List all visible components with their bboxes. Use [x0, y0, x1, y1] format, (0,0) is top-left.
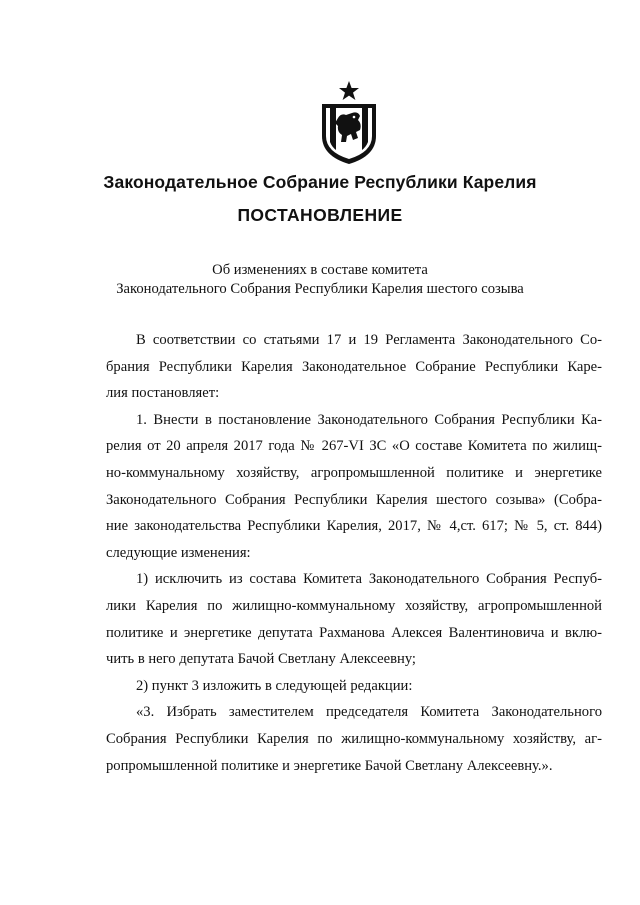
- text-line: В соответствии со статьями 17 и 19 Регламента Законодательного Со-: [136, 332, 602, 348]
- subject-line: Законодательного Собрания Республики Карелия шестого созыва: [116, 281, 524, 297]
- text-line: политике и энергетике депутата Рахманова Алексея Валентиновича и вклю-: [106, 624, 602, 641]
- text-line: лики Карелия по жилищно-коммунальному хозяйству, агропромышленной: [106, 597, 602, 614]
- text-line: Законодательного Собрания Республики Карелия шестого созыва» (Собра-: [106, 491, 602, 508]
- document-subject: [80, 261, 560, 299]
- text-line: Собрания Республики Карелия по жилищно-коммунальному хозяйству, аг-: [106, 730, 602, 747]
- document-type-heading: ПОСТАНОВЛЕНИЕ: [237, 205, 403, 225]
- text-line: ропромышленной политике и энергетике Бачой Светлану Алексеевну.».: [106, 757, 553, 774]
- paragraph-subitem-2: [106, 673, 602, 700]
- karelia-coat-of-arms-icon: [316, 80, 382, 166]
- text-line: лия постановляет:: [106, 385, 220, 402]
- text-line: «3. Избрать заместителем председателя Комитета Законодательного: [136, 704, 602, 721]
- organization-title: Законодательное Собрание Республики Карелия: [103, 172, 537, 192]
- document-body: [106, 327, 602, 779]
- text-line: следующие изменения:: [106, 544, 251, 561]
- paragraph-preamble: [106, 327, 602, 407]
- text-line: 2) пункт 3 изложить в следующей редакции:: [136, 677, 413, 694]
- text-line: но-коммунальному хозяйству, агропромышленной политике и энергетике: [106, 464, 602, 481]
- text-line: чить в него депутата Бачой Светлану Алексеевну;: [106, 651, 416, 668]
- text-line: ние законодательства Республики Карелия, 2017, № 4,ст. 617; № 5, ст. 844): [106, 518, 602, 535]
- text-line: релия от 20 апреля 2017 года № 267-VI ЗС «О составе Комитета по жилищ-: [106, 438, 602, 455]
- paragraph-item-1: [106, 407, 602, 567]
- paragraph-quoted-point-3: [106, 699, 602, 779]
- text-line: брания Республики Карелия Законодательное Собрание Республики Каре-: [106, 358, 602, 375]
- text-line: 1. Внести в постановление Законодательного Собрания Республики Ка-: [136, 411, 602, 428]
- paragraph-subitem-1: [106, 566, 602, 672]
- subject-line: Об изменениях в составе комитета: [212, 262, 428, 278]
- text-line: 1) исключить из состава Комитета Законодательного Собрания Респуб-: [136, 571, 602, 588]
